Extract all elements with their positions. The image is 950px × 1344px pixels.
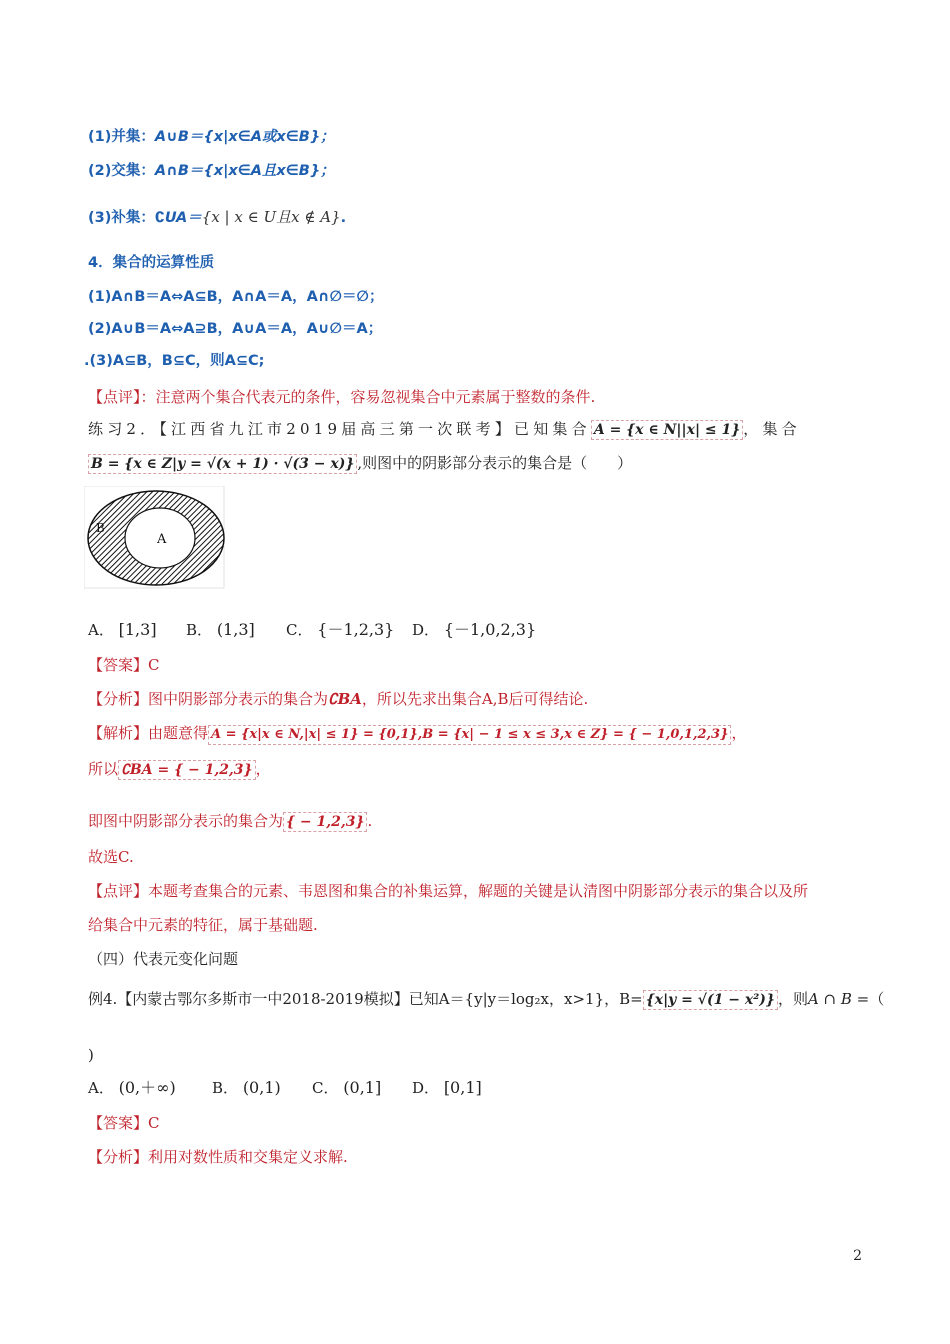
complement-definition: [88, 206, 346, 229]
example-4-analysis: 【分析】利用对数性质和交集定义求解.: [88, 1148, 348, 1166]
exercise-2-stem-part3: ,则图中的阴影部分表示的集合是（ ）: [357, 454, 633, 472]
example-4-option-b: B． (0,1): [212, 1078, 281, 1097]
example-4-set-b: {x|y = √(1 − x²)}: [643, 990, 778, 1010]
intersection-definition: [88, 160, 335, 182]
exercise-2-analysis: 【分析】图中阴影部分表示的集合为∁BA，所以先求出集合A,B后可得结论.: [88, 690, 589, 708]
exercise-2-comment-line1: 【点评】本题考查集合的元素、韦恩图和集合的补集运算，解题的关键是认清图中阴影部分表示的集合以及所: [88, 882, 809, 900]
exercise-2-stem-line2: [88, 452, 632, 474]
exercise-2-choose: 故选C.: [88, 848, 134, 866]
example-4-option-c: C． (0,1]: [312, 1078, 382, 1097]
exercise-2-option-c: C． {－1,2,3}: [286, 620, 395, 639]
complement-formula-right: {x | x ∈ U且x ∉ A}: [201, 208, 341, 226]
comment-1: 【点评】：注意两个集合代表元的条件，容易忽视集合中元素属于整数的条件.: [88, 388, 596, 406]
exercise-2-set-b: B = {x ∈ Z|y = √(x + 1) · √(3 − x)}: [88, 454, 357, 474]
properties-heading: 4．集合的运算性质: [88, 255, 215, 271]
union-label: (1)并集：: [88, 129, 155, 145]
example-4-answer: 【答案】C: [88, 1114, 160, 1132]
example-4-expr: A ∩ B =: [807, 990, 870, 1008]
venn-label-b: B: [96, 521, 105, 535]
complement-formula-left: ∁UA＝: [154, 210, 202, 226]
exercise-2-shaded: 即图中阴影部分表示的集合为 { − 1,2,3} .: [88, 812, 373, 830]
property-2: (2)A∪B＝A⇔A⊇B，A∪A＝A，A∪∅＝A；: [88, 321, 383, 337]
venn-label-a: A: [157, 532, 167, 547]
property-1: (1)A∩B＝A⇔A⊆B，A∩A＝A，A∩∅＝∅；: [88, 289, 384, 305]
exercise-2-so: 所以 ∁BA = { − 1,2,3} ，: [88, 760, 271, 778]
union-definition: [88, 126, 335, 148]
exercise-2-stem: [88, 418, 801, 440]
exercise-2-option-b: B． (1,3]: [186, 620, 255, 639]
exercise-2-stem-part2: ，集合: [743, 420, 801, 438]
venn-diagram: [84, 486, 226, 590]
exercise-2-solution: 【解析】由题意得 A = {x|x ∈ N,|x| ≤ 1} = {0,1},B = {x| − 1 ≤ x ≤ 3,x ∈ Z} = { − 1,0,1,2,3} ，: [88, 722, 746, 745]
exercise-2-so-math: ∁BA = { − 1,2,3}: [118, 760, 256, 780]
exercise-2-stem-part1: 练习2．【江西省九江市2019届高三第一次联考】已知集合: [88, 420, 591, 438]
exercise-2-option-a: A． [1,3]: [88, 620, 157, 639]
page-number: 2: [853, 1248, 862, 1264]
exercise-2-option-d: D． {－1,0,2,3}: [412, 620, 537, 639]
example-4-option-a: A． (0,＋∞): [88, 1078, 176, 1097]
exercise-2-answer: 【答案】C: [88, 656, 160, 674]
property-3: .(3)A⊆B，B⊆C，则A⊆C;: [84, 353, 265, 369]
exercise-2-solution-math: A = {x|x ∈ N,|x| ≤ 1} = {0,1},B = {x| − 1 ≤ x ≤ 3,x ∈ Z} = { − 1,0,1,2,3}: [208, 725, 731, 745]
union-formula: A∪B＝{x|x∈A或x∈B}；: [154, 129, 335, 145]
complement-b-a: ∁BA: [328, 690, 362, 708]
example-4-close-paren: ): [88, 1046, 94, 1064]
exercise-2-shaded-math: { − 1,2,3}: [283, 812, 367, 832]
complement-label: (3)补集：: [88, 210, 155, 226]
intersection-label: (2)交集：: [88, 163, 155, 179]
exercise-2-comment-line2: 给集合中元素的特征，属于基础题.: [88, 916, 318, 934]
exercise-2-set-a: A = {x ∈ N||x| ≤ 1}: [591, 420, 743, 440]
complement-end: .: [340, 210, 347, 226]
example-4-stem: 例4.【内蒙古鄂尔多斯市一中2018-2019模拟】已知A＝{y|y＝log₂x，x>1}，B= {x|y = √(1 − x²)} ，则A ∩ B =（: [88, 990, 885, 1008]
intersection-formula: A∩B＝{x|x∈A且x∈B}；: [154, 163, 335, 179]
section-4-heading: （四）代表元变化问题: [88, 950, 239, 968]
example-4-option-d: D． [0,1]: [412, 1078, 482, 1097]
